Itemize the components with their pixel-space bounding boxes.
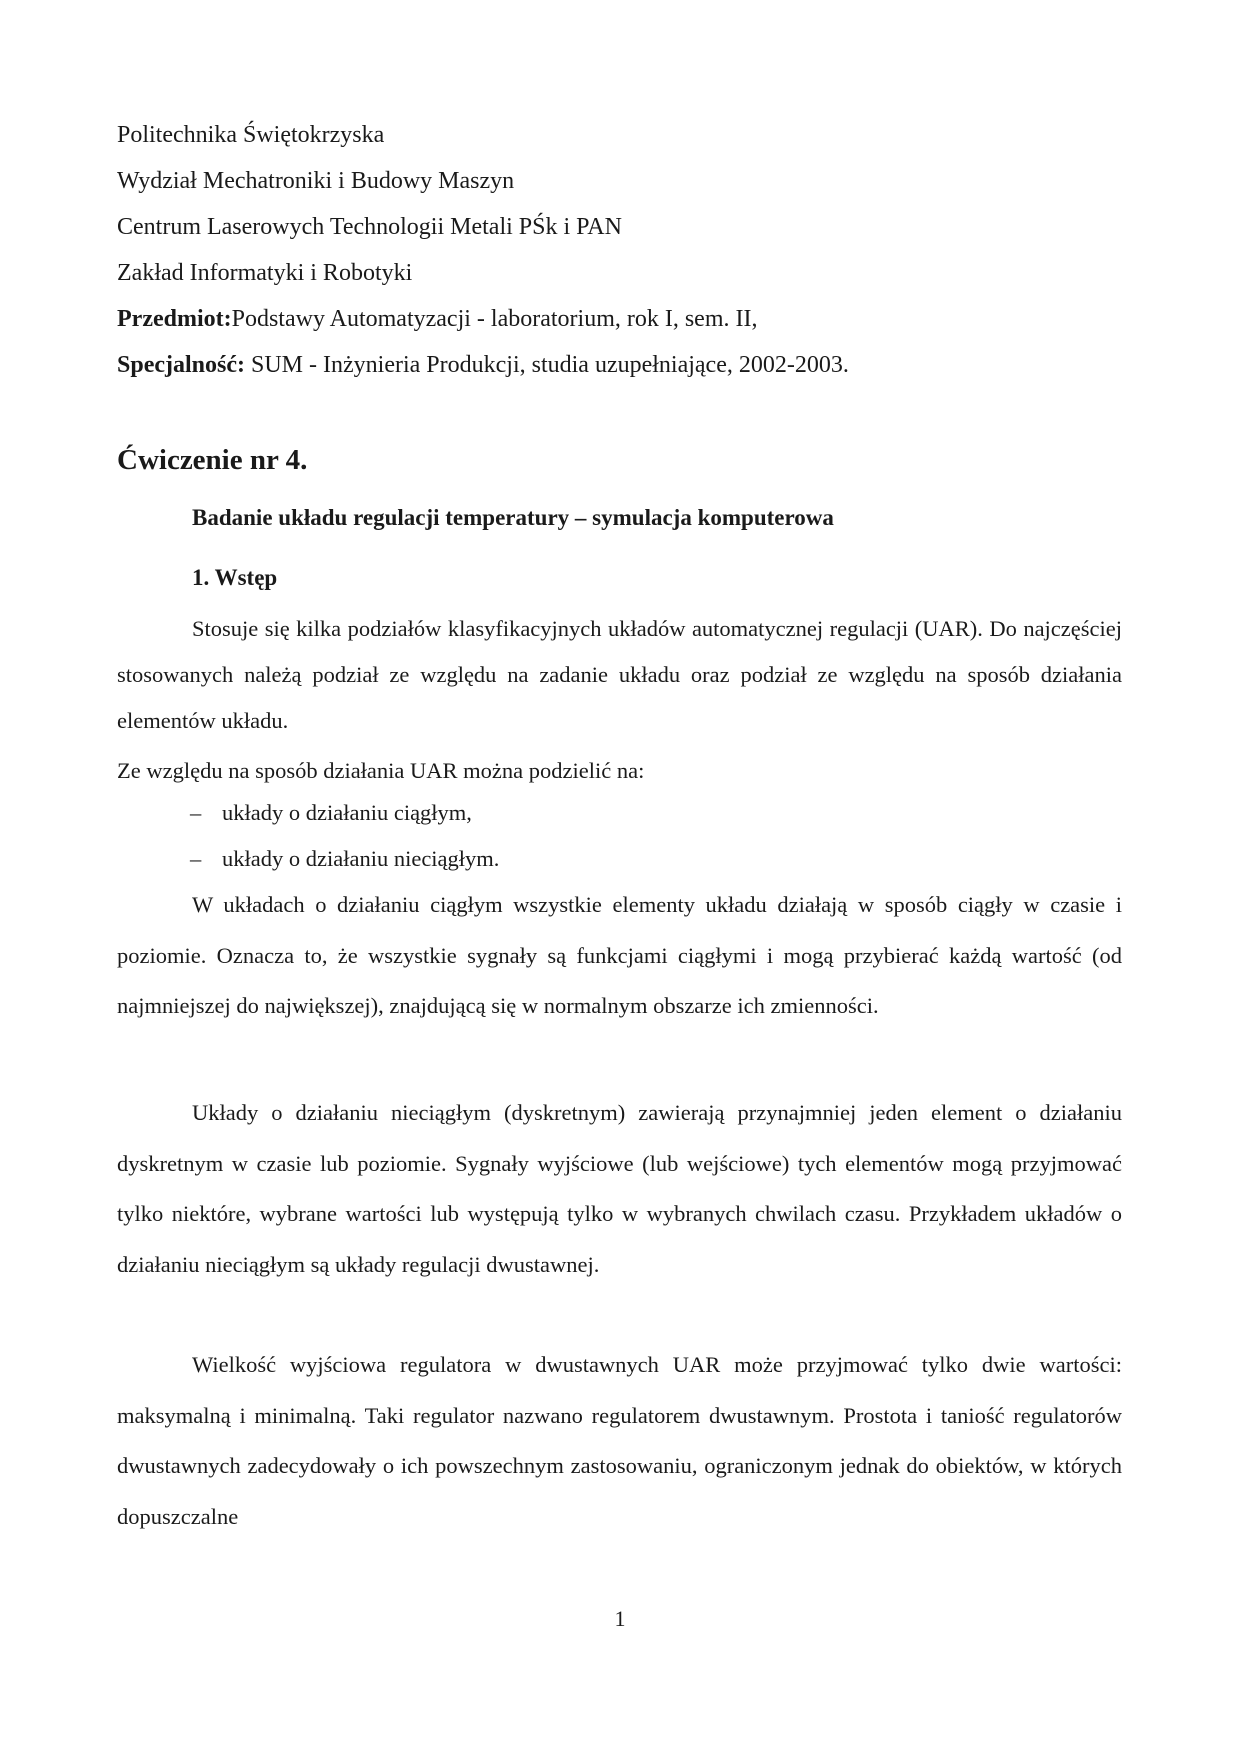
list-item-text: układy o działaniu ciągłym, — [222, 800, 472, 825]
subject-line — [117, 296, 1127, 342]
paragraph-two-position-control: Wielkość wyjściowa regulatora w dwustawnych UAR może przyjmować tylko dwie wartości: maksymalną i minimalną. Taki regulator nazwano regulatorem dwustawnym. Prostota i taniość regulatorów dwustawnych zadecydowały o ich powszechnym zastosowaniu, ograniczonym jednak do obiektów, w których dopuszczalne — [117, 1352, 1122, 1529]
list-dash: – — [190, 800, 202, 825]
paragraph-discrete-systems: Układy o działaniu nieciągłym (dyskretnym) zawierają przynajmniej jeden element o działaniu dyskretnym w czasie lub poziomie. Sygnały wyjściowe (lub wejściowe) tych elementów mogą przyjmować tylko niektóre, wybrane wartości lub występują tylko w wybranych chwilach czasu. Przykładem układów o działaniu nieciągłym są układy regulacji dwustawnej. — [117, 1100, 1122, 1277]
exercise-subtitle: Badanie układu regulacji temperatury – symulacja komputerowa — [192, 505, 834, 530]
paragraph-classification: Stosuje się kilka podziałów klasyfikacyjnych układów automatycznej regulacji (UAR). Do najczęściej stosowanych należą podział ze względu na zadanie układu oraz podział ze względu na sposób działania elementów układu. — [117, 616, 1122, 733]
paragraph-division-intro: Ze względu na sposób działania UAR można podzielić na: — [117, 758, 645, 783]
section-heading: 1. Wstęp — [192, 565, 278, 590]
specialty-label: Specjalność: — [117, 352, 245, 378]
specialty-line — [117, 342, 1127, 388]
document-header — [117, 112, 1127, 388]
list-item-text: układy o działaniu nieciągłym. — [222, 846, 500, 871]
specialty-value: SUM - Inżynieria Produkcji, studia uzupełniające, 2002-2003. — [245, 352, 849, 378]
subject-value: Podstawy Automatyzacji - laboratorium, rok I, sem. II, — [231, 306, 758, 332]
university-name: Politechnika Świętokrzyska — [117, 122, 385, 148]
list-dash: – — [190, 846, 202, 871]
page-number: 1 — [614, 1606, 626, 1631]
list-item — [117, 836, 1122, 882]
division-list — [117, 790, 1122, 882]
department-name: Zakład Informatyki i Robotyki — [117, 260, 413, 286]
paragraph-continuous-systems: W układach o działaniu ciągłym wszystkie elementy układu działają w sposób ciągły w czasie i poziomie. Oznacza to, że wszystkie sygnały są funkcjami ciągłymi i mogą przybierać każdą wartość (od najmniejszej do największej), znajdującą się w normalnym obszarze ich zmienności. — [117, 892, 1122, 1018]
subject-label: Przedmiot: — [117, 306, 232, 332]
exercise-title: Ćwiczenie nr 4. — [117, 444, 308, 476]
center-name: Centrum Laserowych Technologii Metali PŚk i PAN — [117, 214, 622, 240]
list-item — [117, 790, 1122, 836]
faculty-name: Wydział Mechatroniki i Budowy Maszyn — [117, 168, 515, 194]
